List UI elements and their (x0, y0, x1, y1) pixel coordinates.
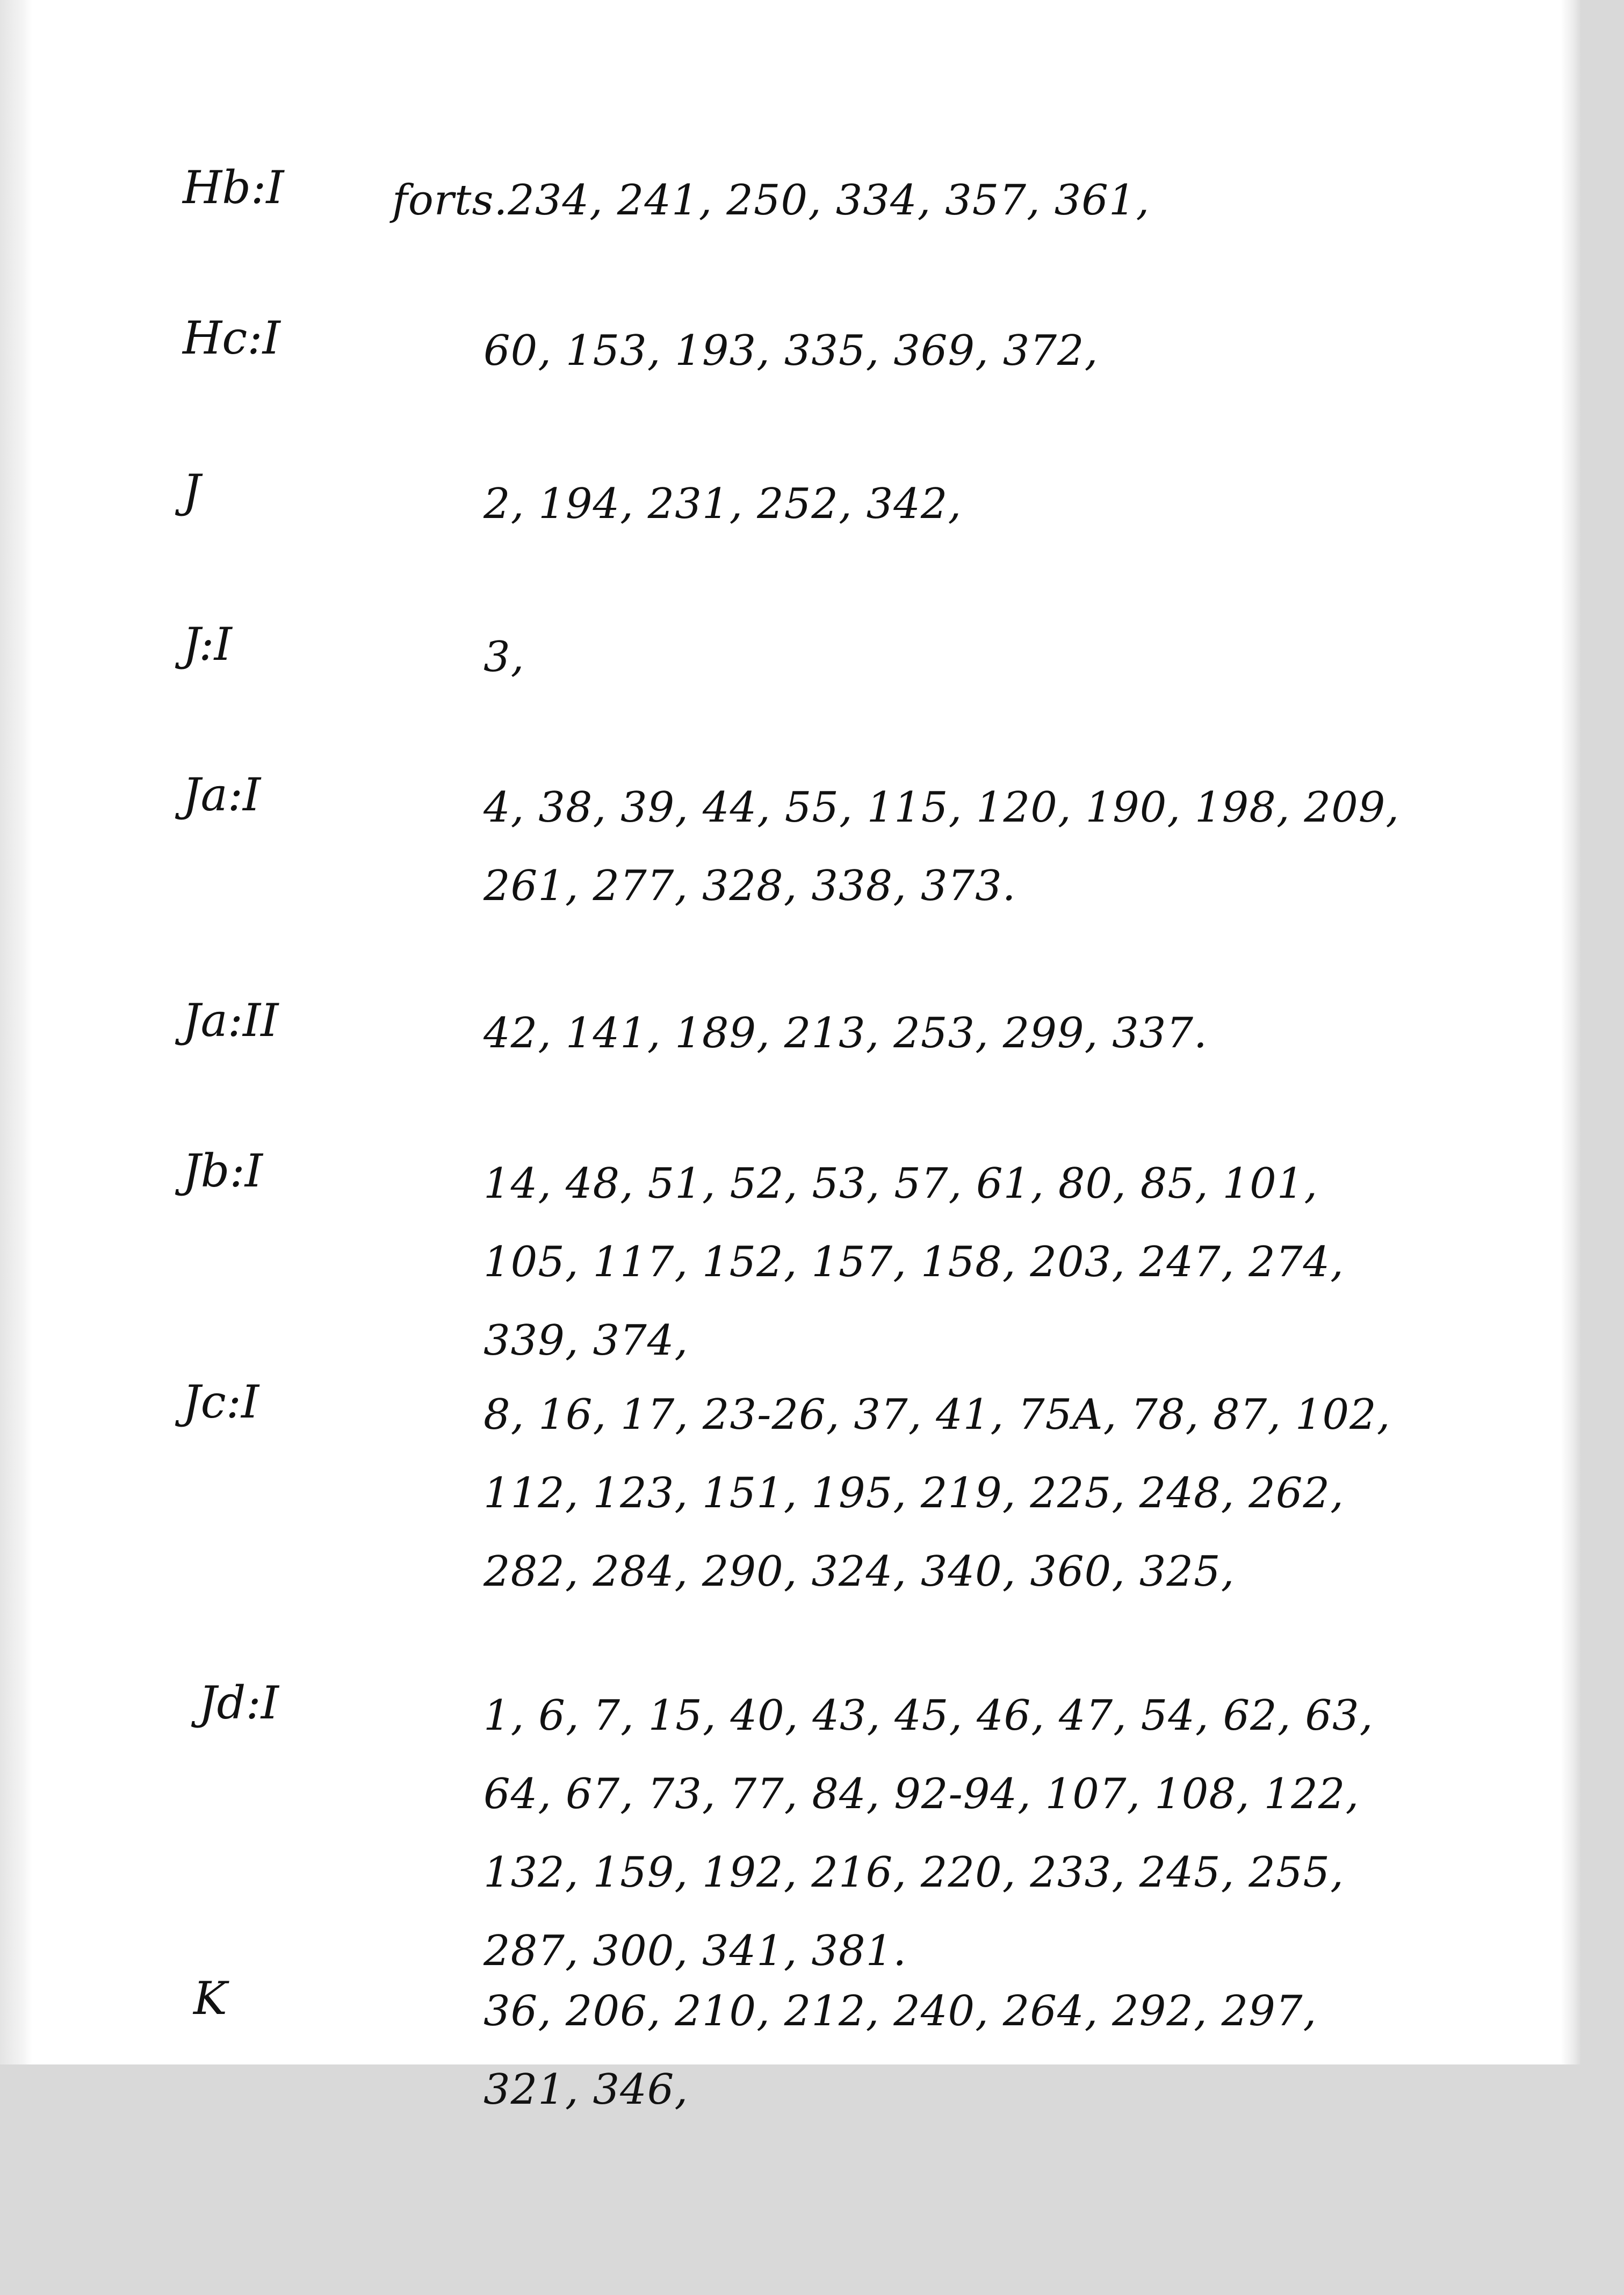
entry-refs: 8, 16, 17, 23-26, 37, 41, 75A, 78, 87, 102, 112, 123, 151, 195, 219, 225, 248, 262, 282, 284, 290, 324, 340, 360, 325, (483, 1391, 1391, 1596)
entry-key: J:I (183, 618, 232, 671)
entry-key: Jd:I (199, 1677, 279, 1729)
page-edge-shadow-right (1561, 0, 1580, 2064)
entry-key: Hc:I (183, 312, 280, 364)
entry-key: Jc:I (183, 1376, 259, 1428)
page-edge-shadow-left (0, 0, 32, 2064)
entry-refs: 2, 194, 231, 252, 342, (483, 480, 962, 528)
entry-key: Jb:I (183, 1145, 263, 1197)
entry-prefix: forts. (392, 176, 508, 225)
entry-refs: 14, 48, 51, 52, 53, 57, 61, 80, 85, 101, 105, 117, 152, 157, 158, 203, 247, 274, 339, 374, (483, 1160, 1344, 1365)
entry-key: J (183, 465, 201, 517)
entry-refs: 36, 206, 210, 212, 240, 264, 292, 297, 321, 346, (483, 1987, 1317, 2114)
entry-key: Hb:I (183, 161, 284, 214)
entry-key: Ja:I (183, 768, 261, 821)
entry-refs: 4, 38, 39, 44, 55, 115, 120, 190, 198, 209, 261, 277, 328, 338, 373. (483, 783, 1400, 910)
entry-key: Ja:II (183, 994, 279, 1047)
entry-refs: 60, 153, 193, 335, 369, 372, (483, 327, 1099, 375)
entry-refs (392, 161, 1408, 240)
entry-ref-list: 234, 241, 250, 334, 357, 361, (508, 176, 1150, 225)
entry-refs: 42, 141, 189, 213, 253, 299, 337. (483, 1009, 1208, 1057)
entry-refs: 3, (483, 633, 525, 681)
entry-key: K (193, 1972, 227, 2025)
entry-refs: 1, 6, 7, 15, 40, 43, 45, 46, 47, 54, 62, 63, 64, 67, 73, 77, 84, 92-94, 107, 108, 122, 132, 159, 192, 216, 220, 233, 245, 255, 287, 300, 341, 381. (483, 1692, 1374, 1975)
